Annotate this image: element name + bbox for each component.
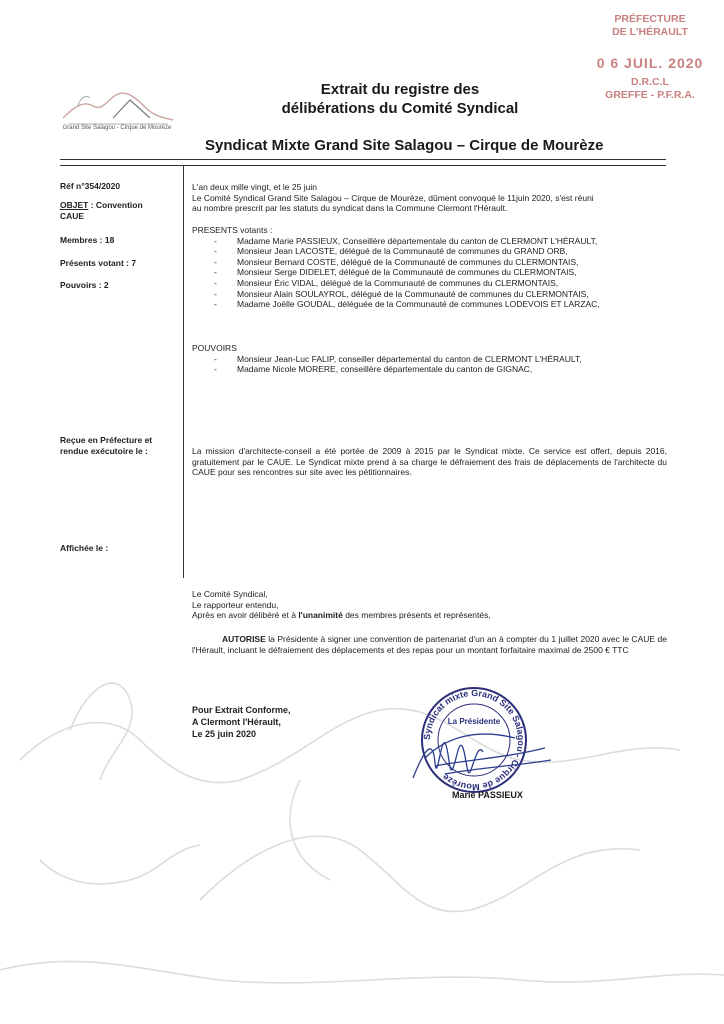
apres-line [192,610,667,621]
presents-list [192,236,667,310]
list-item: - Madame Marie PASSIEUX, Conseillère départementale du canton de CLERMONT L'HÉRAULT, [192,236,667,247]
objet-block [60,200,180,222]
intro-line-1: L'an deux mille vingt, et le 25 juin [192,182,317,192]
logo-caption: Grand Site Salagou - Cirque de Mourèze [62,125,172,131]
recue-line-1: Reçue en Préfecture et [60,435,153,445]
stamp-line-3: D.R.C.L [631,76,669,88]
list-item: - Monsieur Jean LACOSTE, délégué de la Communauté de communes du GRAND ORB, [192,246,667,257]
deliberation-block [192,589,667,621]
pouvoirs-heading: POUVOIRS [192,343,237,353]
header-rule-bottom [60,165,666,166]
intro-line-2: Le Comité Syndical Grand Site Salagou – Cirque de Mourèze, dûment convoqué le 11juin 2020, s'est réuni [192,192,594,203]
objet-value: : Convention [88,200,143,210]
signature-line-2: A Clermont l'Hérault, [192,717,281,727]
seal-inner-text: La Présidente [447,717,501,726]
list-item: - Monsieur Éric VIDAL, délégué de la Communauté de communes du CLERMONTAIS, [192,278,667,289]
list-item: - Monsieur Jean-Luc FALIP, conseiller départemental du canton de CLERMONT L'HÉRAULT, [192,354,667,365]
presents-section [192,225,667,310]
pouvoirs-count: Pouvoirs : 2 [60,280,109,290]
pouvoirs-section [192,343,667,375]
page-title [260,80,540,118]
pouvoirs-list [192,354,667,375]
document-subtitle: Syndicat Mixte Grand Site Salagou – Cirque de Mourèze [205,137,604,154]
autorise-keyword: AUTORISE [222,634,266,644]
column-divider [183,166,184,578]
unanimite-text: l'unanimité [298,610,343,621]
seal-text: Syndicat mixte Grand Site Salagou - Cirque de Mourèze [421,687,527,793]
stamp-line-2: DE L'HÉRAULT [612,26,688,38]
signature-line-3: Le 25 juin 2020 [192,729,257,739]
list-item: - Madame Joëlle GOUDAL, déléguée de la Communauté de communes LODEVOIS ET LARZAC, [192,299,667,310]
list-item: - Madame Nicole MORERE, conseillère départementale du canton de GIGNAC, [192,364,667,375]
presents-heading: PRESENTS votants : [192,225,273,235]
intro-paragraph [192,182,667,214]
header-rule-top [60,159,666,160]
handwritten-signature [405,708,555,800]
prefecture-stamp [590,13,710,102]
mission-paragraph: La mission d'architecte-conseil a été portée de 2009 à 2015 par le Syndicat mixte. Ce service est offert, depuis 2016, gratuitement par le CAUE. Le Syndicat mixte prend à sa charge le défraiement des frais de déplacements de l'architecte du CAUE pour ses rencontres sur site avec les pétitionnaires. [192,446,667,478]
apres-suffix: des membres présents et représentés, [342,610,491,621]
membres-count: Membres : 18 [60,235,115,245]
signatory-name: Marie PASSIEUX [452,790,523,800]
stamp-date: 0 6 JUIL. 2020 [596,55,704,71]
apres-prefix: Après en avoir délibéré et à [192,610,299,621]
list-item: - Monsieur Bernard COSTE, délégué de la Communauté de communes du CLERMONTAIS, [192,257,667,268]
rapporteur-line: Le rapporteur entendu, [192,599,279,610]
affichee-le: Affichée le : [60,543,109,553]
comite-line: Le Comité Syndical, [192,589,268,599]
list-item: - Monsieur Alain SOULAYROL, délégué de la Communauté de communes du CLERMONTAIS, [192,289,667,300]
title-line-1: Extrait du registre des [320,81,480,98]
stamp-line-4: GREFFE - P.F.R.A. [605,89,695,101]
recue-prefecture [60,435,180,457]
presents-count: Présents votant : 7 [60,258,137,268]
signature-line-1: Pour Extrait Conforme, [192,705,291,715]
stamp-line-1: PRÉFECTURE [614,13,686,25]
landscape-watermark [0,640,724,1024]
title-line-2: délibérations du Comité Syndical [281,100,519,117]
autorise-text: la Présidente à signer une convention de partenariat d'un an à compter du 1 juillet 2020 avec le CAUE de l'Hérault, incluant le défraiement des déplacements et des repas pour un montant forfaitaire maximal de 2500 € TTC [192,634,667,655]
objet-label: OBJET [60,200,89,210]
list-item: - Monsieur Serge DIDELET, délégué de la Communauté de communes du CLERMONTAIS, [192,267,667,278]
autorise-paragraph [192,634,667,655]
recue-line-2: rendue exécutoire le : [60,446,148,456]
intro-line-3: au nombre prescrit par les statuts du syndicat dans la Commune Clermont l'Hérault. [192,203,508,214]
objet-value-2: CAUE [60,211,85,221]
ref-number: Réf n°354/2020 [60,181,121,191]
